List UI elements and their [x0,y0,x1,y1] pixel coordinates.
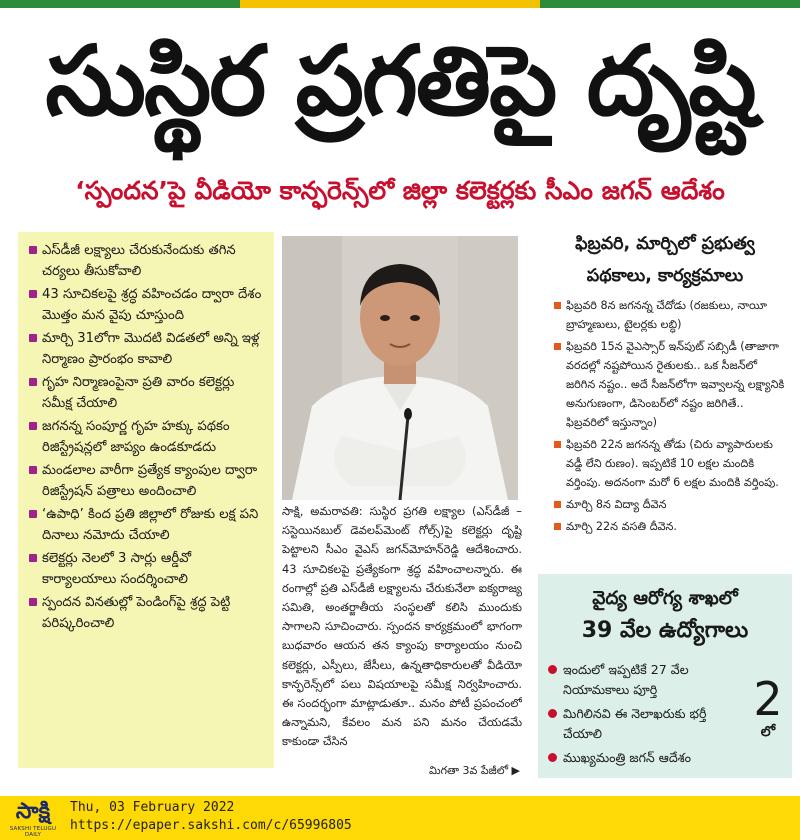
page-reference[interactable] [748,674,788,743]
footer-date: Thu, 03 February 2022 [70,800,235,815]
key-point: ఎస్‌డీజీ లక్ష్యాలు చేరుకునేందుకు తగిన చర్యలు తీసుకోవాలి [28,240,266,282]
top-color-bar [0,0,800,8]
page-reference-number: 2 [753,672,783,726]
health-point: మిగిలినవి ఈ నెలాఖరుకు భర్తీ చేయాలి [548,704,744,744]
footer-url[interactable]: https://epaper.sakshi.com/c/65996805 [70,818,352,833]
schemes-heading-line1: ఫిబ్రవరి, మార్చిలో ప్రభుత్వ [575,234,755,254]
key-point: మండలాల వారీగా ప్రత్యేక క్యాంపుల ద్వారా రిజిస్ట్రేషన్ పత్రాలు అందించాలి [28,460,266,502]
cm-photo [282,236,518,500]
health-heading-line2: 39 వేల ఉద్యోగాలు [581,618,749,643]
health-jobs-box [538,574,792,778]
scheme-item: మార్చి 22న వసతి దీవెన. [554,517,786,536]
key-point: జగనన్న సంపూర్ణ గృహ హక్కు పథకం రిజిస్ట్రేషన్లలో జాప్యం ఉండకూడదు [28,416,266,458]
key-point: గృహ నిర్మాణంపైనా ప్రతి వారం కలెక్టర్లు సమీక్ష చేయాలి [28,372,266,414]
scheme-item: ఫిబ్రవరి 8న జగనన్న చేదోడు (రజకులు, నాయీ బ్రాహ్మణులు, టైలర్లకు లబ్ధి) [554,296,786,334]
footer-bar [0,796,800,840]
logo-subtitle: SAKSHI TELUGU DAILY [9,826,57,838]
article-body: సాక్షి, అమరావతి: సుస్థిర ప్రగతి లక్ష్యాల (ఎస్‌డీజీ –సస్టెయినబుల్ డెవలప్‌మెంట్ గోల్స్)పై కలెక్టర్లు దృష్టి పెట్టాలని సీఎం వైఎస్ జగన్‌మోహన్‌రెడ్డి ఆదేశించారు. 43 సూచికలపై ప్రత్యేకంగా శ్రద్ధ వహించాలన్నారు. ఈ రంగాల్లో ప్రతి ఎస్‌డీజీ లక్ష్యాలను చేరుకునేలా ఐక్యరాజ్య సమితి, అంతర్జాతీయ సంస్థలతో కలిసి ముందుకు సాగాలని సూచించారు. స్పందన కార్యక్రమంలో భాగంగా బుధవారం ఆయన తన క్యాంపు కార్యాలయం నుంచి కలెక్టర్లు, ఎస్పీలు, జేసీలు, ఉన్నతాధికారులతో వీడియో కాన్ఫరెన్స్‌లో పలు విషయాలపై సమీక్ష నిర్వహించారు. ఈ సందర్భంగా మాట్లాడుతూ.. మనం పోటీ ప్రపంచంలో ఉన్నామని, కేవలం మన పని మనం చేయడమే కాకుండా చేసిన [282,504,522,749]
top-bar-yellow [240,0,540,8]
scheme-item: ఫిబ్రవరి 22న జగనన్న తోడు (చిరు వ్యాపారులకు వడ్డీ లేని రుణం). ఇప్పటికే 10 లక్షల మందికి వర్తింపు. అదనంగా మరో 6 లక్షల మందికి వర్తింపు. [554,435,786,492]
key-point: కలెక్టర్లు నెలలో 3 సార్లు ఆర్డీవో కార్యాలయాలు సందర్శించాలి [28,548,266,590]
key-point: 43 సూచికలపై శ్రద్ధ వహించడం ద్వారా దేశం మొత్తం మన వైపు చూస్తుంది [28,284,266,326]
sakshi-logo [4,798,62,838]
key-point: స్పందన వినతుల్లో పెండింగ్‌పై శ్రద్ధ పెట్టి పరిష్కరించాలి [28,592,266,634]
health-point: ఇందులో ఇప్పటికే 27 వేల నియామకాలు పూర్తి [548,660,744,700]
top-bar-green-right [540,0,800,8]
scheme-item: మార్చి 8న విద్యా దీవెన [554,495,786,514]
schemes-list [554,296,786,539]
health-heading-line1: వైద్య ఆరోగ్య శాఖలో [592,588,738,609]
key-point: మార్చి 31లోగా మొదటి విడతలో అన్ని ఇళ్ల నిర్మాణం ప్రారంభం కావాలి [28,328,266,370]
cm-photo-illustration [282,236,518,500]
scheme-item: ఫిబ్రవరి 15న వైఎస్సార్ ఇన్‌పుట్ సబ్సిడీ (తాజాగా వరదల్లో నష్టపోయిన రైతులకు.. ఒక సీజన్‌లో జరిగిన నష్టం.. అదే సీజన్‌లోగా ఇవ్వాలన్న లక్ష్యానికి అనుగుణంగా, డిసెంబర్‌లో నష్టం జరిగితే.. ఫిబ్రవరిలో ఇస్తున్నాం) [554,337,786,432]
schemes-heading-line2: పథకాలు, కార్యక్రమాలు [586,266,744,286]
key-points-list [28,240,266,634]
key-point: ‘ఉపాధి’ కింద ప్రతి జిల్లాలో రోజుకు లక్ష పని దినాలు నమోదు చేయాలి [28,504,266,546]
continued-link[interactable]: మిగతా 3వ పేజీలో ▶ [428,764,520,777]
page-reference-suffix: లో [760,724,776,740]
health-points-list [548,660,744,772]
key-points-panel [18,232,274,768]
logo-text: సాక్షి [15,799,51,824]
health-heading [538,584,792,648]
subheadline: ‘స్పందన’పై వీడియో కాన్ఫరెన్స్‌లో జిల్లా కలెక్టర్లకు సీఎం జగన్ ఆదేశం [75,176,725,205]
schemes-heading [538,228,792,292]
health-point: ముఖ్యమంత్రి జగన్ ఆదేశం [548,748,744,768]
headline: సుస్థిర ప్రగతిపై దృష్టి [45,25,755,137]
top-bar-green [0,0,240,8]
